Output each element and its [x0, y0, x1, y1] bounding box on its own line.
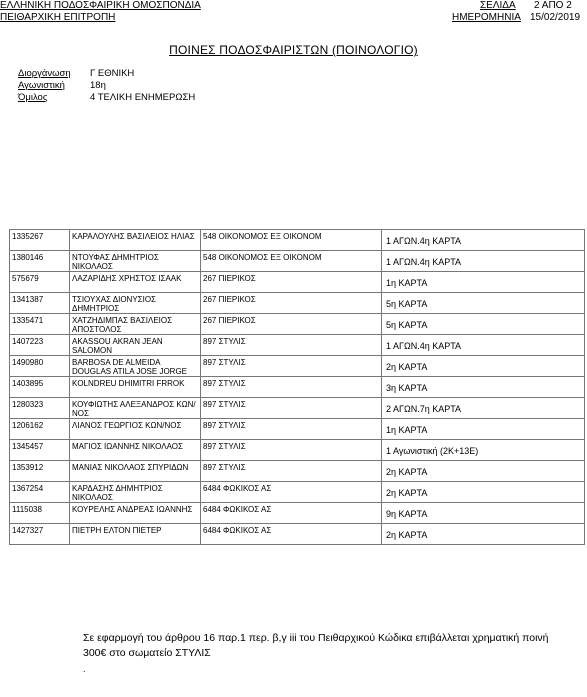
competition-label: Διοργάνωση [18, 68, 71, 79]
penalty-cell: 5η ΚΑΡΤΑ [382, 314, 585, 335]
document-title: ΠΟΙΝΕΣ ΠΟΔΟΣΦΑΙΡΙΣΤΩΝ (ΠΟΙΝΟΛΟΓΙΟ) [169, 43, 418, 57]
player-id-cell: 1380146 [10, 251, 70, 272]
club-cell: 548 ΟΙΚΟΝΟΜΟΣ ΕΞ ΟΙΚΟΝΟΜ [201, 230, 382, 251]
club-cell: 548 ΟΙΚΟΝΟΜΟΣ ΕΞ ΟΙΚΟΝΟΜ [201, 251, 382, 272]
player-id-cell: 1335471 [10, 314, 70, 335]
table-row [10, 524, 585, 545]
table-row [10, 398, 585, 419]
footer-dot: . [83, 664, 86, 674]
player-id-cell: 1403895 [10, 377, 70, 398]
org-committee: ΠΕΙΘΑΡΧΙΚΗ ΕΠΙΤΡΟΠΗ [0, 12, 116, 23]
club-cell: 897 ΣΤΥΛΙΣ [201, 377, 382, 398]
penalty-cell: 1 ΑΓΩΝ.4η ΚΑΡΤΑ [382, 335, 585, 356]
player-name-cell: ΚΑΡΔΑΣΗΣ ΔΗΜΗΤΡΙΟΣ ΝΙΚΟΛΑΟΣ [70, 482, 201, 503]
player-name-cell: ΧΑΤΖΗΔΙΜΠΑΣ ΒΑΣΙΛΕΙΟΣ ΑΠΟΣΤΟΛΟΣ [70, 314, 201, 335]
player-id-cell: 1407223 [10, 335, 70, 356]
player-id-cell: 1341387 [10, 293, 70, 314]
club-cell: 6484 ΦΩΚΙΚΟΣ ΑΣ [201, 503, 382, 524]
penalty-cell: 3η ΚΑΡΤΑ [382, 377, 585, 398]
player-name-cell: ΛΑΖΑΡΙΔΗΣ ΧΡΗΣΤΟΣ ΙΣΑΑΚ [70, 272, 201, 293]
penalty-cell: 1 Αγωνιστική (2Κ+13Ε) [382, 440, 585, 461]
penalty-cell: 1 ΑΓΩΝ.4η ΚΑΡΤΑ [382, 230, 585, 251]
player-name-cell: ΜΑΓΙΟΣ ΙΩΑΝΝΗΣ ΝΙΚΟΛΑΟΣ [70, 440, 201, 461]
table-row [10, 251, 585, 272]
club-cell: 267 ΠΙΕΡΙΚΟΣ [201, 314, 382, 335]
player-name-cell: ΜΑΝΙΑΣ ΝΙΚΟΛΑΟΣ ΣΠΥΡΙΔΩΝ [70, 461, 201, 482]
org-name: ΕΛΛΗΝΙΚΗ ΠΟΔΟΣΦΑΙΡΙΚΗ ΟΜΟΣΠΟΝΔΙΑ [0, 0, 201, 11]
player-id-cell: 1335267 [10, 230, 70, 251]
table-row [10, 314, 585, 335]
penalty-cell: 1η ΚΑΡΤΑ [382, 272, 585, 293]
player-name-cell: AKASSOU AKRAN JEAN SALOMON [70, 335, 201, 356]
matchday-label: Αγωνιστική [18, 80, 65, 91]
club-cell: 6484 ΦΩΚΙΚΟΣ ΑΣ [201, 524, 382, 545]
club-cell: 6484 ΦΩΚΙΚΟΣ ΑΣ [201, 482, 382, 503]
player-name-cell: ΛΙΑΝΟΣ ΓΕΩΡΓΙΟΣ ΚΩΝ/ΝΟΣ [70, 419, 201, 440]
club-cell: 897 ΣΤΥΛΙΣ [201, 419, 382, 440]
club-cell: 897 ΣΤΥΛΙΣ [201, 335, 382, 356]
player-name-cell: ΚΟΥΦΙΩΤΗΣ ΑΛΕΞΑΝΔΡΟΣ ΚΩΝ/ΝΟΣ [70, 398, 201, 419]
table-row [10, 440, 585, 461]
player-name-cell: BARBOSA DE ALMEIDA DOUGLAS ATILA JOSE JORGE [70, 356, 201, 377]
penalty-cell: 1η ΚΑΡΤΑ [382, 419, 585, 440]
penalty-cell: 2 ΑΓΩΝ.7η ΚΑΡΤΑ [382, 398, 585, 419]
player-name-cell: ΠΙΕΤΡΗ ΕΛΤΟΝ ΠΙΕΤΕΡ [70, 524, 201, 545]
player-name-cell: ΚΑΡΑΛΟΥΛΗΣ ΒΑΣΙΛΕΙΟΣ ΗΛΙΑΣ [70, 230, 201, 251]
club-cell: 897 ΣΤΥΛΙΣ [201, 398, 382, 419]
penalty-cell: 2η ΚΑΡΤΑ [382, 356, 585, 377]
table-row [10, 419, 585, 440]
penalty-cell: 2η ΚΑΡΤΑ [382, 461, 585, 482]
penalty-cell: 1 ΑΓΩΝ.4η ΚΑΡΤΑ [382, 251, 585, 272]
player-id-cell: 1345457 [10, 440, 70, 461]
player-name-cell: ΚΟΥΡΕΛΗΣ ΑΝΔΡΕΑΣ ΙΩΑΝΝΗΣ [70, 503, 201, 524]
club-cell: 267 ΠΙΕΡΙΚΟΣ [201, 293, 382, 314]
table-row [10, 335, 585, 356]
player-name-cell: ΝΤΟΥΦΑΣ ΔΗΜΗΤΡΙΟΣ ΝΙΚΟΛΑΟΣ [70, 251, 201, 272]
fine-notice: Σε εφαρμογή του άρθρου 16 παρ.1 περ. β,γ iii του Πειθαρχικού Κώδικα επιβάλλεται χρηματική ποινή 300€ στο σωματείο ΣΤΥΛΙΣ [83, 632, 549, 659]
penalty-cell: 9η ΚΑΡΤΑ [382, 503, 585, 524]
table-row [10, 356, 585, 377]
player-id-cell: 1490980 [10, 356, 70, 377]
table-row [10, 293, 585, 314]
competition-value: Γ ΕΘΝΙΚΗ [90, 68, 135, 79]
player-id-cell: 1115038 [10, 503, 70, 524]
page-value: 2 ΑΠΟ 2 [534, 0, 572, 11]
penalty-cell: 2η ΚΑΡΤΑ [382, 482, 585, 503]
date-label: ΗΜΕΡΟΜΗΝΙΑ [452, 12, 521, 23]
club-cell: 267 ΠΙΕΡΙΚΟΣ [201, 272, 382, 293]
penalties-table [9, 229, 585, 545]
penalty-cell: 2η ΚΑΡΤΑ [382, 524, 585, 545]
player-name-cell: ΤΣΙΟΥΧΑΣ ΔΙΟΝΥΣΙΟΣ ΔΗΜΗΤΡΙΟΣ [70, 293, 201, 314]
table-row [10, 377, 585, 398]
table-row [10, 503, 585, 524]
penalty-cell: 5η ΚΑΡΤΑ [382, 293, 585, 314]
club-cell: 897 ΣΤΥΛΙΣ [201, 461, 382, 482]
group-value: 4 ΤΕΛΙΚΗ ΕΝΗΜΕΡΩΣΗ [90, 92, 196, 103]
player-id-cell: 1353912 [10, 461, 70, 482]
player-id-cell: 1206162 [10, 419, 70, 440]
date-value: 15/02/2019 [530, 12, 581, 23]
player-id-cell: 1427327 [10, 524, 70, 545]
club-cell: 897 ΣΤΥΛΙΣ [201, 440, 382, 461]
matchday-value: 18η [90, 80, 106, 91]
page-label: ΣΕΛΙΔΑ [480, 0, 516, 11]
player-id-cell: 1280323 [10, 398, 70, 419]
club-cell: 897 ΣΤΥΛΙΣ [201, 356, 382, 377]
table-row [10, 461, 585, 482]
table-row [10, 482, 585, 503]
table-row [10, 272, 585, 293]
player-id-cell: 1367254 [10, 482, 70, 503]
player-id-cell: 575679 [10, 272, 70, 293]
player-name-cell: KOLNDREU DHIMITRI FRROK [70, 377, 201, 398]
table-row [10, 230, 585, 251]
group-label: Όμιλος [18, 92, 48, 103]
